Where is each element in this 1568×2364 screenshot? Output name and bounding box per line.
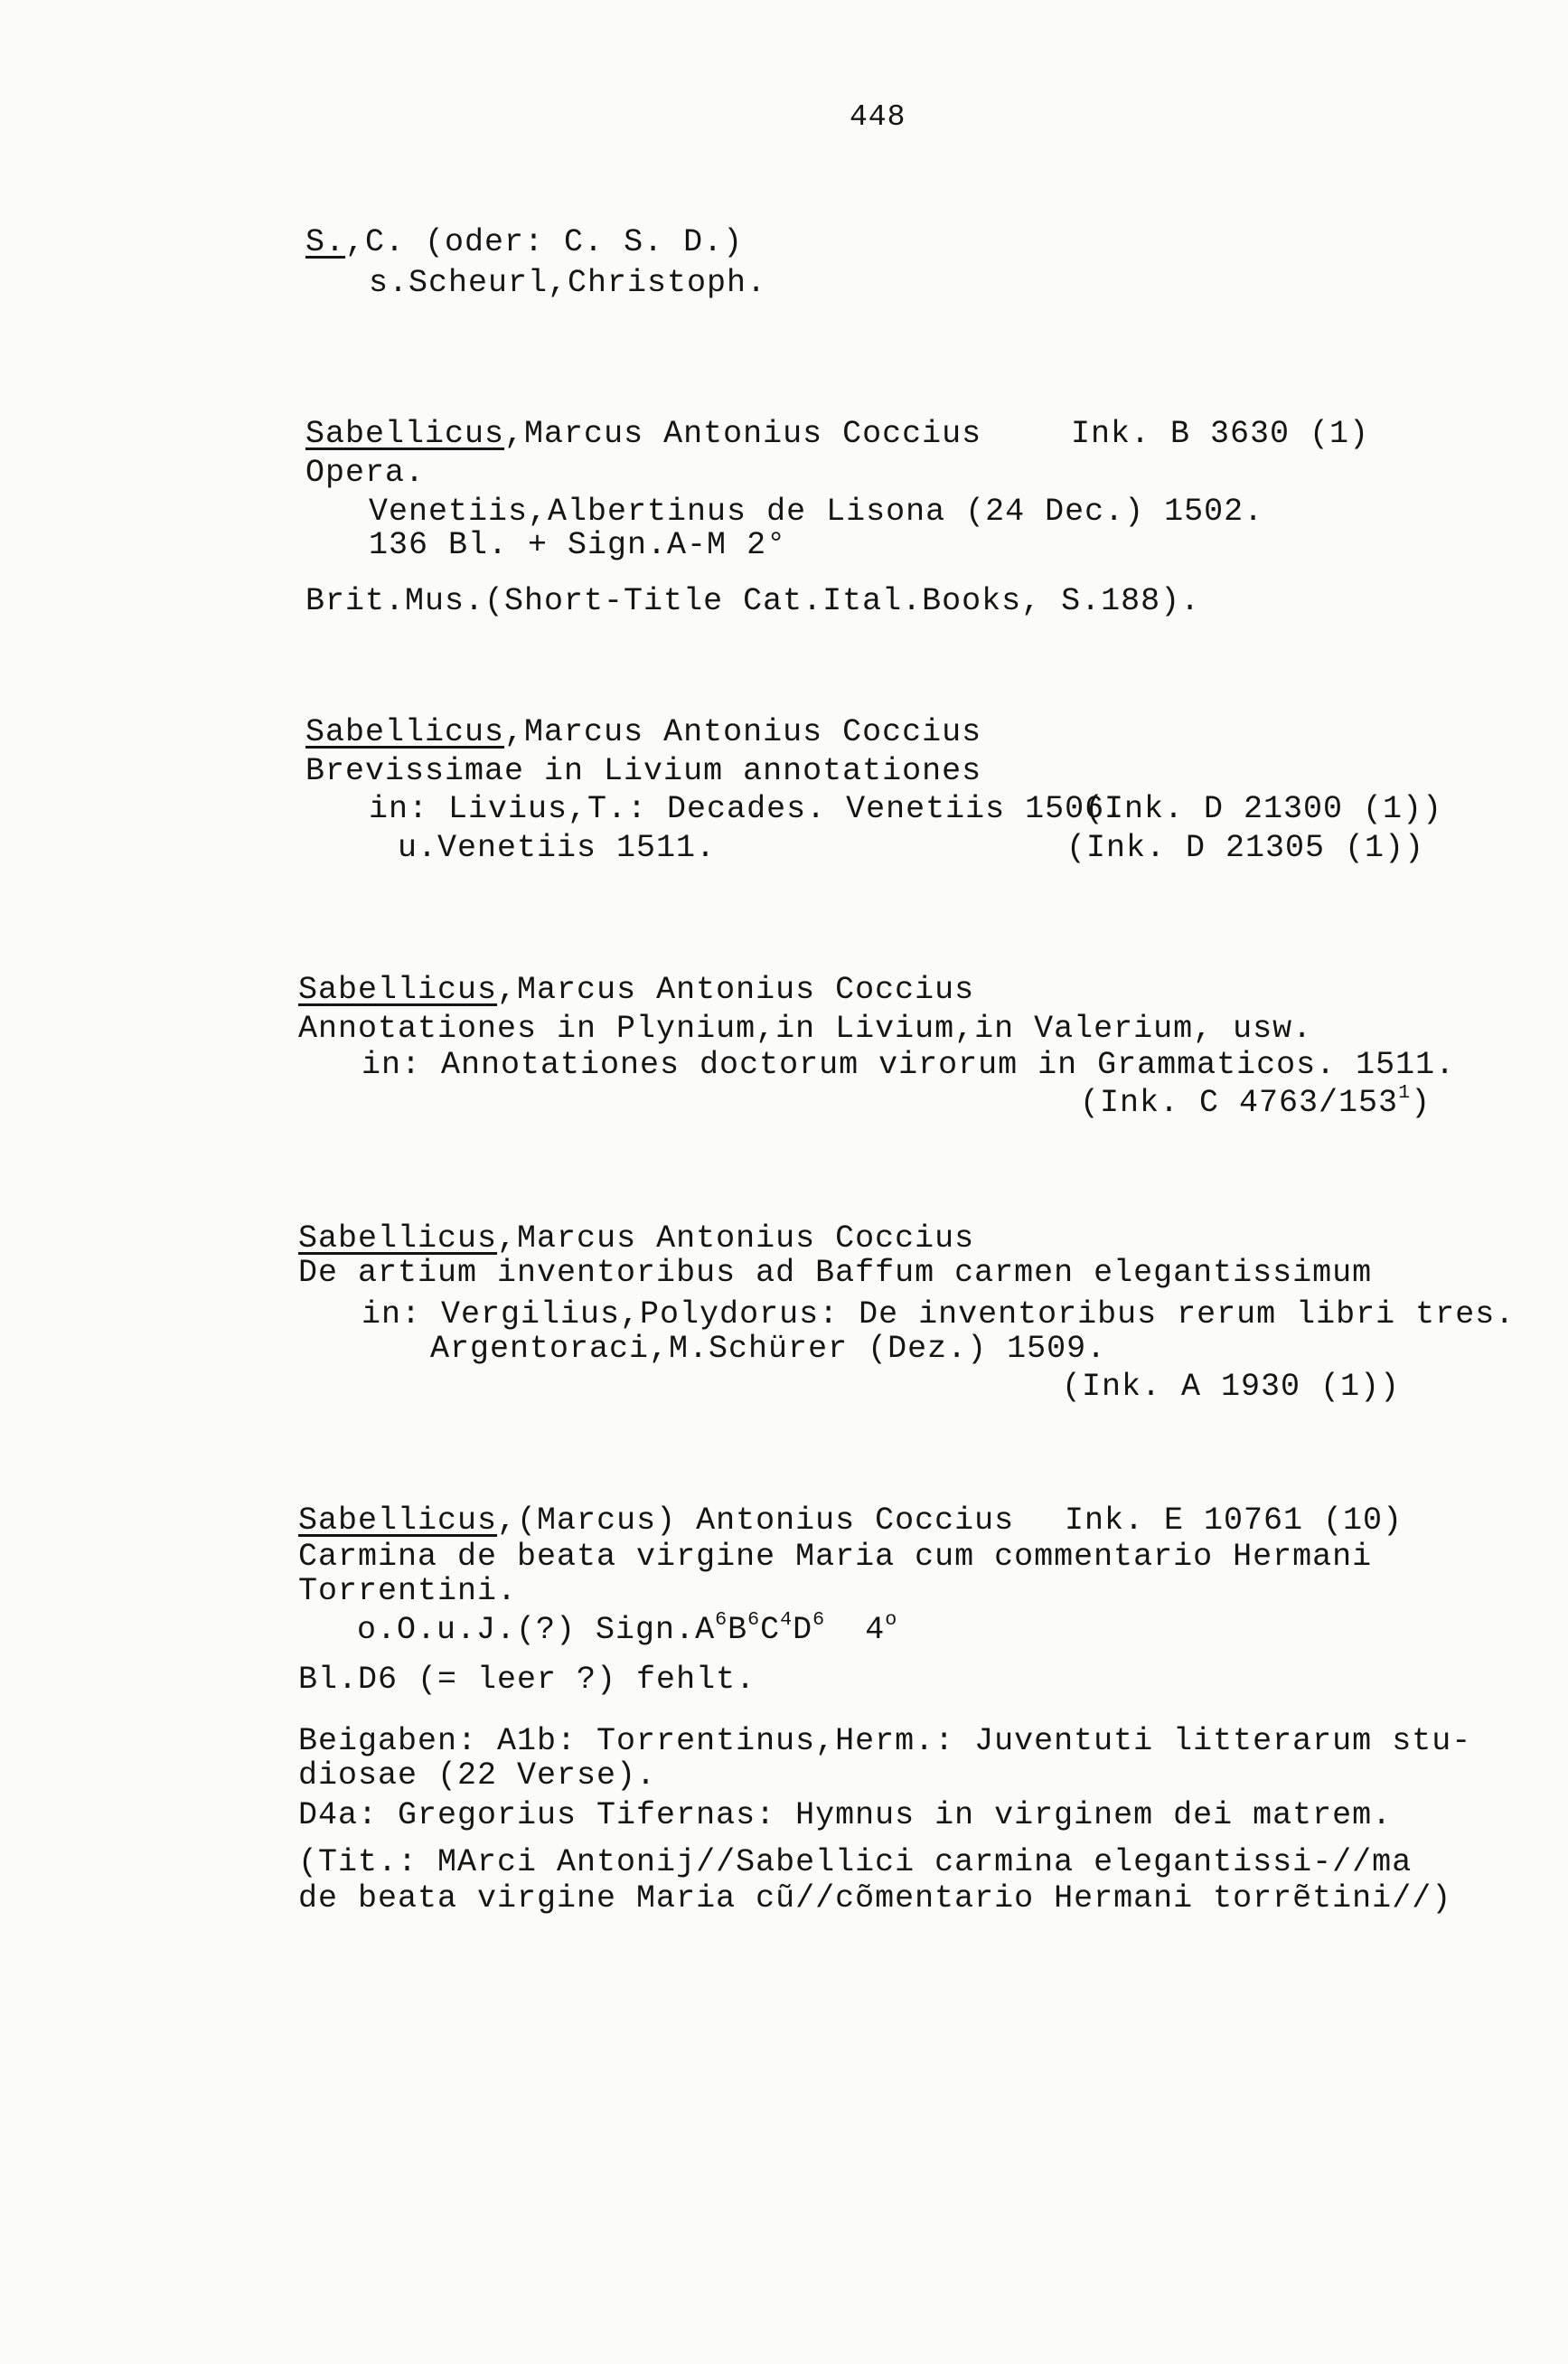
- shelfmark: (Ink. A 1930 (1)): [1062, 1369, 1401, 1405]
- entry-line: de beata virgine Maria cũ//cõmentario Hermani torrẽtini//): [298, 1880, 1452, 1917]
- entry-line: Carmina de beata virgine Maria cum commentario Hermani: [298, 1539, 1373, 1575]
- entry-heading-name: S.: [305, 224, 346, 260]
- shelfmark: Ink. E 10761 (10): [1065, 1502, 1404, 1539]
- entry-line: D4a: Gregorius Tifernas: Hymnus in virginem dei matrem.: [298, 1797, 1393, 1833]
- entry-heading-name: Sabellicus: [298, 1502, 498, 1539]
- entry-heading: [298, 1220, 974, 1257]
- entry-line: Brevissimae in Livium annotationes: [305, 753, 982, 789]
- shelfmark: (Ink. D 21300 (1)): [1084, 791, 1443, 827]
- entry-line: Beigaben: A1b: Torrentinus,Herm.: Juventuti litterarum stu-: [298, 1723, 1472, 1759]
- entry-line: De artium inventoribus ad Baffum carmen elegantissimum: [298, 1255, 1373, 1291]
- shelfmark: Ink. B 3630 (1): [1071, 416, 1370, 452]
- entry-line: (Tit.: MArci Antonij//Sabellici carmina elegantissi-//ma: [298, 1844, 1413, 1880]
- entry-line: Bl.D6 (= leer ?) fehlt.: [298, 1662, 756, 1698]
- superscript: 1: [1398, 1080, 1412, 1104]
- entry-heading-name: Sabellicus: [298, 1220, 498, 1257]
- entry-heading-rest: ,Marcus Antonius Coccius: [497, 1220, 975, 1257]
- imprint-line: o.O.u.J.(?) $Sign.A^6B^6C^4D^6$ 4$^o$: [357, 1607, 898, 1648]
- shelfmark: (Ink. C $4763/153^1$): [1080, 1080, 1432, 1121]
- entry-line: Torrentini.: [298, 1573, 518, 1609]
- entry-heading-rest: ,(Marcus) Antonius Coccius: [497, 1502, 1015, 1539]
- entry-line: in: Livius,T.: Decades. Venetiis 1506.: [369, 791, 1125, 827]
- entry-heading-name: Sabellicus: [298, 972, 498, 1008]
- entry-line: Opera.: [305, 455, 426, 491]
- entry-heading-name: Sabellicus: [305, 416, 505, 452]
- entry-line: in: Annotationes doctorum virorum in Grammaticos. 1511.: [361, 1047, 1456, 1083]
- entry-heading-rest: ,C. (oder: C. S. D.): [345, 224, 744, 260]
- entry-line: Venetiis,Albertinus de Lisona (24 Dec.) 1502.: [369, 494, 1264, 530]
- entry-heading: [305, 714, 981, 750]
- entry-heading: [305, 416, 981, 452]
- entry-heading-rest: ,Marcus Antonius Coccius: [504, 416, 982, 452]
- entry-heading-rest: ,Marcus Antonius Coccius: [504, 714, 982, 750]
- shelfmark: (Ink. D 21305 (1)): [1066, 830, 1425, 866]
- entry-line: Brit.Mus.(Short-Title Cat.Ital.Books, S.188).: [305, 583, 1201, 619]
- entry-heading: [298, 1502, 1014, 1539]
- entry-line: Annotationes in Plynium,in Livium,in Valerium, usw.: [298, 1011, 1313, 1047]
- entry-line: in: Vergilius,Polydorus: De inventoribus rerum libri tres.: [361, 1296, 1516, 1333]
- entry-line: u.Venetiis 1511.: [398, 830, 717, 866]
- entry-line: Argentoraci,M.Schürer (Dez.) 1509.: [430, 1331, 1107, 1367]
- entry-line: s.Scheurl,Christoph.: [369, 265, 767, 301]
- page-number: 448: [850, 100, 906, 134]
- entry-heading: [305, 224, 743, 260]
- entry-heading-rest: ,Marcus Antonius Coccius: [497, 972, 975, 1008]
- entry-line: diosae (22 Verse).: [298, 1757, 657, 1794]
- entry-line: 136 Bl. + Sign.A-M 2°: [369, 527, 787, 563]
- entry-heading-name: Sabellicus: [305, 714, 505, 750]
- entry-heading: [298, 972, 974, 1008]
